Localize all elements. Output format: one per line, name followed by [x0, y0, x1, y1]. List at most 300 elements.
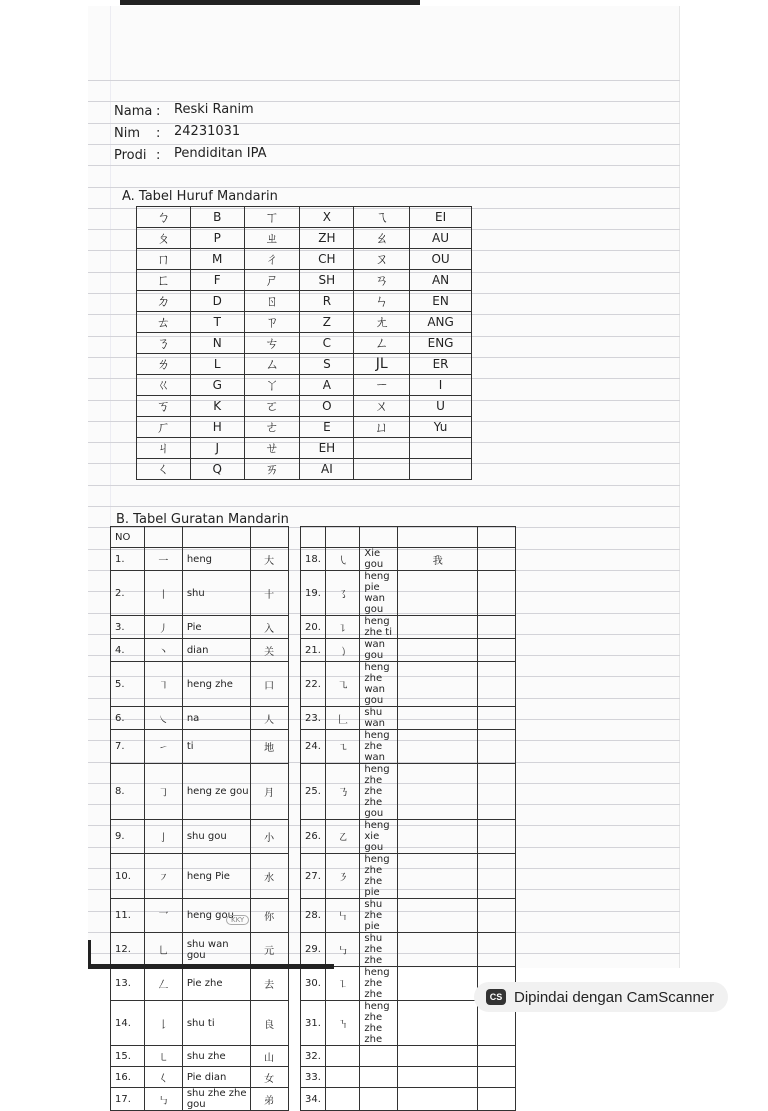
latin-cell: ER	[410, 354, 472, 375]
row-number: 21.	[300, 639, 326, 662]
table-row	[137, 396, 472, 417]
latin-cell: J	[190, 438, 244, 459]
stroke-name: heng ze gou	[182, 764, 250, 820]
column-gap	[288, 616, 300, 639]
latin-cell: E	[300, 417, 354, 438]
camscanner-watermark	[474, 982, 728, 1012]
table-row	[111, 967, 516, 1001]
stroke-name: Pie dian	[182, 1067, 250, 1088]
example-char: 女	[250, 1067, 288, 1088]
stroke-glyph: ㇍	[326, 730, 360, 764]
zhuyin-cell: ㄑ	[137, 459, 191, 480]
latin-cell: R	[300, 291, 354, 312]
row-number: 11.	[111, 899, 145, 933]
nama-label: Nama	[114, 104, 153, 119]
latin-cell: X	[300, 207, 354, 228]
latin-cell: EH	[300, 438, 354, 459]
stroke-name: heng pie wan gou	[360, 571, 398, 616]
nim-separator: :	[156, 126, 161, 141]
latin-cell: EI	[410, 207, 472, 228]
example-char: 大	[250, 548, 288, 571]
extra-cell	[478, 548, 516, 571]
table-row	[137, 438, 472, 459]
row-number: 20.	[300, 616, 326, 639]
stroke-glyph: ㇏	[144, 707, 182, 730]
column-gap	[288, 639, 300, 662]
row-number: 3.	[111, 616, 145, 639]
latin-cell: K	[190, 396, 244, 417]
row-number: 23.	[300, 707, 326, 730]
zhuyin-cell: ㄊ	[137, 312, 191, 333]
example-char: 弟	[250, 1088, 288, 1111]
table-row	[111, 764, 516, 820]
page-top-edge	[120, 0, 420, 5]
stroke-name	[360, 1067, 398, 1088]
row-number: 27.	[300, 854, 326, 899]
latin-cell: ANG	[410, 312, 472, 333]
latin-cell: Q	[190, 459, 244, 480]
extra-cell	[478, 1046, 516, 1067]
stroke-name: heng zhe zhe zhe	[360, 1001, 398, 1046]
latin-cell: S	[300, 354, 354, 375]
row-number: 32.	[300, 1046, 326, 1067]
table-row	[137, 228, 472, 249]
camscanner-text: Dipindai dengan CamScanner	[514, 988, 715, 1006]
table-row	[111, 1067, 516, 1088]
example-char	[398, 616, 478, 639]
latin-cell: AN	[410, 270, 472, 291]
row-number: 24.	[300, 730, 326, 764]
row-number: 25.	[300, 764, 326, 820]
table-row	[111, 1046, 516, 1067]
column-gap	[288, 1067, 300, 1088]
table-header-row	[111, 527, 516, 548]
zhuyin-cell: ㄩ	[354, 417, 410, 438]
kky-brand-mark: KKY	[226, 915, 249, 925]
example-char	[398, 1067, 478, 1088]
row-number: 18.	[300, 548, 326, 571]
row-number: 30.	[300, 967, 326, 1001]
example-char	[398, 933, 478, 967]
stroke-name: heng zhe zhe zhe gou	[360, 764, 398, 820]
zhuyin-cell: ㄇ	[137, 249, 191, 270]
row-number: 19.	[300, 571, 326, 616]
zhuyin-cell: ㄘ	[244, 333, 300, 354]
stroke-name: heng zhe zhe	[360, 967, 398, 1001]
column-gap	[288, 707, 300, 730]
latin-cell: F	[190, 270, 244, 291]
stroke-glyph: ㇉	[326, 933, 360, 967]
zhuyin-cell: ㄟ	[354, 207, 410, 228]
zhuyin-cell: ㄐ	[137, 438, 191, 459]
stroke-glyph: ㇊	[326, 616, 360, 639]
latin-cell: A	[300, 375, 354, 396]
stroke-glyph: ㇠	[326, 820, 360, 854]
table-row	[137, 249, 472, 270]
stroke-name	[360, 1088, 398, 1111]
stroke-name: Pie	[182, 616, 250, 639]
nim-value: 24231031	[174, 124, 241, 139]
stroke-glyph: 𠃋	[144, 967, 182, 1001]
ruled-line	[88, 80, 680, 81]
column-gap	[288, 854, 300, 899]
example-char: 入	[250, 616, 288, 639]
zhuyin-cell: ㄕ	[244, 270, 300, 291]
zhuyin-cell: ㄛ	[244, 396, 300, 417]
example-char	[398, 1088, 478, 1111]
column-gap	[288, 764, 300, 820]
latin-cell: ZH	[300, 228, 354, 249]
example-char: 地	[250, 730, 288, 764]
guratan-mandarin-table	[110, 526, 516, 1111]
row-number: 34.	[300, 1088, 326, 1111]
latin-cell: G	[190, 375, 244, 396]
zhuyin-cell: ㄗ	[244, 312, 300, 333]
table-row	[111, 662, 516, 707]
example-char: 山	[250, 1046, 288, 1067]
stroke-name: shu zhe pie	[360, 899, 398, 933]
stroke-name: heng zhe zhe pie	[360, 854, 398, 899]
row-number: 15.	[111, 1046, 145, 1067]
latin-cell: OU	[410, 249, 472, 270]
zhuyin-cell: ㄚ	[244, 375, 300, 396]
zhuyin-cell: ㄝ	[244, 438, 300, 459]
table-row	[111, 548, 516, 571]
extra-cell	[478, 707, 516, 730]
stroke-glyph: ㇄	[144, 1046, 182, 1067]
zhuyin-cell: ㄓ	[244, 228, 300, 249]
stroke-name: shu gou	[182, 820, 250, 854]
table-row	[111, 730, 516, 764]
stroke-glyph: ㇂	[326, 548, 360, 571]
example-char: 十	[250, 571, 288, 616]
zhuyin-cell: ㄤ	[354, 312, 410, 333]
stroke-glyph: 丨	[144, 571, 182, 616]
example-char	[398, 571, 478, 616]
latin-cell: H	[190, 417, 244, 438]
example-char	[398, 662, 478, 707]
latin-cell: Yu	[410, 417, 472, 438]
table-row	[137, 375, 472, 396]
latin-cell: P	[190, 228, 244, 249]
camscanner-logo-icon: CS	[486, 989, 506, 1005]
table-row	[137, 207, 472, 228]
stroke-name: heng zhe wan	[360, 730, 398, 764]
example-char: 月	[250, 764, 288, 820]
column-gap	[288, 899, 300, 933]
nama-value: Reski Ranim	[174, 102, 254, 117]
stroke-glyph: ㇌	[326, 571, 360, 616]
ruled-line	[88, 187, 680, 188]
zhuyin-cell	[354, 459, 410, 480]
extra-cell	[478, 899, 516, 933]
stroke-name: wan gou	[360, 639, 398, 662]
latin-cell: M	[190, 249, 244, 270]
row-number: 1.	[111, 548, 145, 571]
row-number: 29.	[300, 933, 326, 967]
extra-cell	[478, 616, 516, 639]
zhuyin-cell: ㄙ	[244, 354, 300, 375]
table-row	[137, 291, 472, 312]
stroke-glyph: ㇎	[326, 1001, 360, 1046]
column-gap	[288, 1001, 300, 1046]
example-char	[398, 764, 478, 820]
latin-cell: T	[190, 312, 244, 333]
stroke-name: dian	[182, 639, 250, 662]
extra-cell	[478, 1067, 516, 1088]
stroke-name: heng	[182, 548, 250, 571]
row-number: 5.	[111, 662, 145, 707]
row-number: 17.	[111, 1088, 145, 1111]
column-gap	[288, 571, 300, 616]
stroke-glyph: ㇋	[326, 854, 360, 899]
example-char	[398, 1001, 478, 1046]
table-row	[137, 270, 472, 291]
latin-cell: U	[410, 396, 472, 417]
row-number: 6.	[111, 707, 145, 730]
stroke-name: shu	[182, 571, 250, 616]
table-row	[111, 1088, 516, 1111]
example-char	[398, 707, 478, 730]
latin-cell: I	[410, 375, 472, 396]
latin-cell: AI	[300, 459, 354, 480]
zhuyin-cell: ㄢ	[354, 270, 410, 291]
extra-cell	[478, 764, 516, 820]
row-number: 22.	[300, 662, 326, 707]
zhuyin-cell: ㄉ	[137, 291, 191, 312]
stroke-name: heng zhe	[182, 662, 250, 707]
stroke-name: heng zhe wan gou	[360, 662, 398, 707]
example-char: 去	[250, 967, 288, 1001]
stroke-name: shu zhe zhe gou	[182, 1088, 250, 1111]
example-char: 口	[250, 662, 288, 707]
latin-cell	[410, 438, 472, 459]
latin-cell: B	[190, 207, 244, 228]
latin-cell: N	[190, 333, 244, 354]
stroke-name: shu wan gou	[182, 933, 250, 967]
stroke-name: heng gou	[182, 899, 250, 933]
latin-cell: EN	[410, 291, 472, 312]
table-row	[137, 459, 472, 480]
table-row	[111, 933, 516, 967]
zhuyin-cell: ㄈ	[137, 270, 191, 291]
stroke-glyph: ㇡	[326, 764, 360, 820]
stroke-glyph: 一	[144, 548, 182, 571]
zhuyin-cell: ㄖ	[244, 291, 300, 312]
row-number: 10.	[111, 854, 145, 899]
zhuyin-cell	[354, 438, 410, 459]
extra-cell	[478, 730, 516, 764]
column-gap	[288, 1046, 300, 1067]
latin-cell	[410, 459, 472, 480]
zhuyin-cell: ㄡ	[354, 249, 410, 270]
nim-label: Nim	[114, 126, 140, 141]
stroke-glyph: ㇞	[326, 899, 360, 933]
stroke-glyph: 乚	[144, 933, 182, 967]
prodi-label: Prodi	[114, 148, 147, 163]
example-char	[398, 899, 478, 933]
table-row	[111, 707, 516, 730]
example-char: 良	[250, 1001, 288, 1046]
zhuyin-cell: ㄥ	[354, 333, 410, 354]
ruled-line	[88, 165, 680, 166]
zhuyin-cell: ㄌ	[137, 354, 191, 375]
stroke-glyph: ㇉	[144, 1088, 182, 1111]
extra-cell	[478, 854, 516, 899]
example-char	[398, 1046, 478, 1067]
row-number: 12.	[111, 933, 145, 967]
example-char: 元	[250, 933, 288, 967]
zhuyin-cell: ㄆ	[137, 228, 191, 249]
zhuyin-cell: ㄜ	[244, 417, 300, 438]
row-number: 31.	[300, 1001, 326, 1046]
zhuyin-cell: ㄋ	[137, 333, 191, 354]
ruled-line	[88, 485, 680, 486]
row-number: 14.	[111, 1001, 145, 1046]
column-gap	[288, 1088, 300, 1111]
prodi-value: Pendiditan IPA	[174, 146, 267, 161]
stroke-name: shu wan	[360, 707, 398, 730]
example-char: 水	[250, 854, 288, 899]
nama-separator: :	[156, 104, 161, 119]
row-number: 26.	[300, 820, 326, 854]
table-row	[111, 854, 516, 899]
latin-cell: AU	[410, 228, 472, 249]
header-no: NO	[111, 527, 145, 548]
zhuyin-cell: ㄧ	[354, 375, 410, 396]
extra-cell	[478, 1088, 516, 1111]
table-row	[111, 820, 516, 854]
stroke-name: Pie zhe	[182, 967, 250, 1001]
latin-cell: L	[190, 354, 244, 375]
stroke-glyph: ㇅	[326, 967, 360, 1001]
stroke-name: shu zhe zhe	[360, 933, 398, 967]
extra-cell	[478, 933, 516, 967]
stroke-glyph	[326, 1088, 360, 1111]
stroke-name	[360, 1046, 398, 1067]
stroke-glyph: ㇇	[144, 854, 182, 899]
row-number: 28.	[300, 899, 326, 933]
row-number: 16.	[111, 1067, 145, 1088]
example-char: 小	[250, 820, 288, 854]
zhuyin-cell: JL	[354, 354, 410, 375]
zhuyin-cell: ㄨ	[354, 396, 410, 417]
column-gap	[288, 820, 300, 854]
stroke-name: Xie gou	[360, 548, 398, 571]
stroke-glyph	[326, 1067, 360, 1088]
row-number: 9.	[111, 820, 145, 854]
stroke-name: heng zhe ti	[360, 616, 398, 639]
zhuyin-cell: ㄠ	[354, 228, 410, 249]
stroke-glyph: ㇈	[326, 662, 360, 707]
example-char: 人	[250, 707, 288, 730]
stroke-name: shu ti	[182, 1001, 250, 1046]
huruf-mandarin-table	[136, 206, 472, 480]
column-gap	[288, 662, 300, 707]
example-char: 我	[398, 548, 478, 571]
example-char	[398, 820, 478, 854]
column-gap	[288, 933, 300, 967]
prodi-separator: :	[156, 148, 161, 163]
section-b-title: B. Tabel Guratan Mandarin	[116, 512, 289, 527]
zhuyin-cell: ㄎ	[137, 396, 191, 417]
latin-cell: ENG	[410, 333, 472, 354]
latin-cell: SH	[300, 270, 354, 291]
stroke-name: ti	[182, 730, 250, 764]
extra-cell	[478, 820, 516, 854]
table-row	[137, 354, 472, 375]
extra-cell	[478, 639, 516, 662]
latin-cell: D	[190, 291, 244, 312]
zhuyin-cell: ㄅ	[137, 207, 191, 228]
stroke-glyph: ㇕	[144, 662, 182, 707]
table-row	[111, 1001, 516, 1046]
table-row	[111, 639, 516, 662]
stroke-glyph	[326, 1046, 360, 1067]
stroke-glyph: 亅	[144, 820, 182, 854]
extra-cell	[478, 571, 516, 616]
stroke-name: shu zhe	[182, 1046, 250, 1067]
example-char: 关	[250, 639, 288, 662]
stroke-glyph: 𡿨	[144, 1067, 182, 1088]
section-a-title: A. Tabel Huruf Mandarin	[122, 189, 278, 204]
row-number: 7.	[111, 730, 145, 764]
stroke-glyph: ㇀	[144, 730, 182, 764]
stroke-glyph: 𠄌	[144, 1001, 182, 1046]
example-char	[398, 967, 478, 1001]
row-number: 33.	[300, 1067, 326, 1088]
zhuyin-cell: ㄏ	[137, 417, 191, 438]
zhuyin-cell: ㄣ	[354, 291, 410, 312]
table-row	[111, 616, 516, 639]
stroke-glyph: ㇆	[144, 764, 182, 820]
example-char	[398, 639, 478, 662]
table-row	[137, 417, 472, 438]
row-number: 2.	[111, 571, 145, 616]
example-char	[398, 730, 478, 764]
row-number: 13.	[111, 967, 145, 1001]
column-gap	[288, 967, 300, 1001]
page-bottom-edge	[88, 964, 334, 969]
stroke-glyph: 丿	[144, 616, 182, 639]
stroke-glyph: 𠃊	[326, 707, 360, 730]
table-row	[137, 333, 472, 354]
latin-cell: CH	[300, 249, 354, 270]
column-gap	[288, 730, 300, 764]
example-char	[398, 854, 478, 899]
table-row	[111, 899, 516, 933]
table-row	[111, 571, 516, 616]
ruled-line	[88, 144, 680, 145]
stroke-name: na	[182, 707, 250, 730]
zhuyin-cell: ㄒ	[244, 207, 300, 228]
latin-cell: C	[300, 333, 354, 354]
extra-cell	[478, 662, 516, 707]
column-gap	[288, 548, 300, 571]
ruled-line	[88, 506, 680, 507]
row-number: 4.	[111, 639, 145, 662]
zhuyin-cell: ㄞ	[244, 459, 300, 480]
table-row	[137, 312, 472, 333]
example-char: 你	[250, 899, 288, 933]
latin-cell: O	[300, 396, 354, 417]
zhuyin-cell: ㄍ	[137, 375, 191, 396]
row-number: 8.	[111, 764, 145, 820]
stroke-glyph: 丶	[144, 639, 182, 662]
stroke-glyph: ㇁	[326, 639, 360, 662]
stroke-glyph: 乛	[144, 899, 182, 933]
zhuyin-cell: ㄔ	[244, 249, 300, 270]
